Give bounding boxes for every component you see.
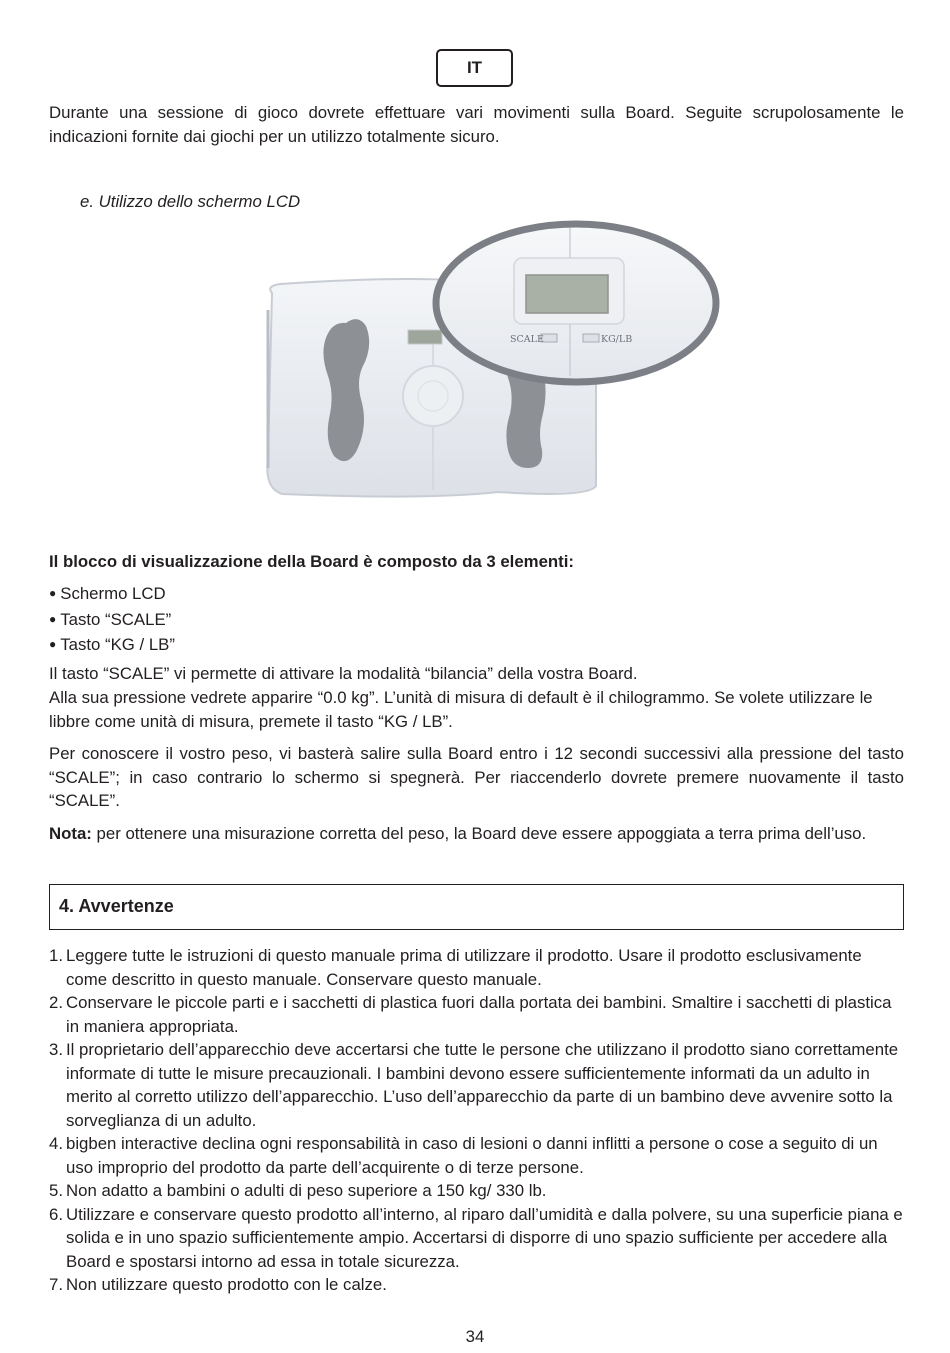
language-badge: IT xyxy=(436,49,513,87)
warnings-section-title: 4. Avvertenze xyxy=(49,884,904,930)
note-paragraph xyxy=(49,822,904,846)
list-item: 3. Il proprietario dell’apparecchio deve accertarsi che tutte le persone che utilizzano il prodotto siano correttamente informate di tutte le misure precauzionali. I bambini devono essere sufficientemente informati da un adulto in merito al corretto utilizzo dell’apparecchio. L’uso dell’apparecchio da parte di un bambino deve avvenire sotto la sorveglianza di un adulto. xyxy=(49,1040,899,1130)
list-item: 4. bigben interactive declina ogni responsabilità in caso di lesioni o danni inflitti a persone o cose a seguito di un uso improprio del prodotto da parte dell’acquirente o di terze persone. xyxy=(49,1134,878,1177)
scale-paragraph-line2: Alla sua pressione vedrete apparire “0.0 kg”. L’unità di misura di default è il chilogrammo. Se volete utilizzare le libbre come unità di misura, premete il tasto “KG / LB”. xyxy=(49,688,873,731)
balance-board-figure xyxy=(258,218,720,500)
kglb-button xyxy=(583,334,599,342)
display-block-heading: Il blocco di visualizzazione della Board è composto da 3 elementi: xyxy=(49,552,575,571)
list-item: 1. Leggere tutte le istruzioni di questo manuale prima di utilizzare il prodotto. Usare il prodotto esclusivamente come descritto in questo manuale. Conservare questo manuale. xyxy=(49,946,862,989)
section-e-title: e. Utilizzo dello schermo LCD xyxy=(80,192,301,211)
list-item: 7. Non utilizzare questo prodotto con le calze. xyxy=(49,1275,387,1294)
board-lcd-small xyxy=(408,330,442,344)
scale-paragraph-line1: Il tasto “SCALE” vi permette di attivare la modalità “bilancia” della vostra Board. xyxy=(49,664,638,683)
display-elements-list xyxy=(49,582,175,659)
warnings-list xyxy=(49,944,904,1297)
lcd-screen xyxy=(526,275,608,313)
scale-label: SCALE xyxy=(510,334,544,345)
list-item: ● Tasto “SCALE” xyxy=(49,609,172,629)
list-item: 2. Conservare le piccole parti e i sacchetti di plastica fuori dalla portata dei bambini. Smaltire i sacchetti di plastica in maniera appropriata. xyxy=(49,993,892,1036)
note-text: per ottenere una misurazione corretta del peso, la Board deve essere appoggiata a terra prima dell’uso. xyxy=(91,824,867,843)
note-label: Nota: xyxy=(49,824,92,843)
kglb-label: KG/LB xyxy=(601,334,633,345)
list-item: 6. Utilizzare e conservare questo prodotto all’interno, al riparo dall’umidità e dalla polvere, su una superficie piana e solida e in uno spazio sufficientemente ampio. Accertarsi di disporre di uno spazio sufficiente per accedere alla Board e spostarsi intorno ad essa in totale sicurezza. xyxy=(49,1204,903,1271)
bullet-icon: ● xyxy=(49,586,57,600)
list-item: 5. Non adatto a bambini o adulti di peso superiore a 150 kg/ 330 lb. xyxy=(49,1181,547,1200)
list-item: ● Tasto “KG / LB” xyxy=(49,635,175,654)
center-dial xyxy=(403,366,463,426)
weigh-paragraph: Per conoscere il vostro peso, vi basterà salire sulla Board entro i 12 secondi successivi alla pressione del tasto “SCALE”; in caso contrario lo schermo si spegnerà. Per riaccenderlo dovrete premere nuovamente il tasto “SCALE”. xyxy=(49,744,904,810)
bullet-icon: ● xyxy=(49,637,57,651)
page-number: 34 xyxy=(465,1327,485,1346)
intro-paragraph: Durante una sessione di gioco dovrete effettuare vari movimenti sulla Board. Seguite scrupolosamente le indicazioni fornite dai giochi per un utilizzo totalmente sicuro. xyxy=(49,103,904,146)
bullet-icon: ● xyxy=(49,611,57,626)
list-item: ● Schermo LCD xyxy=(49,584,166,603)
